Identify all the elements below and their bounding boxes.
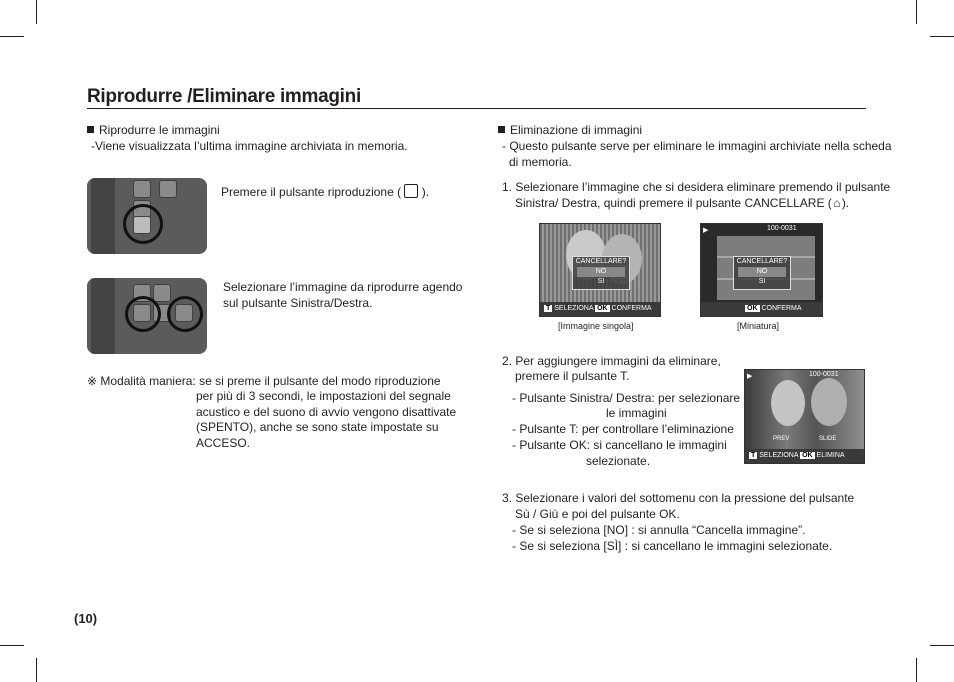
crop-mark <box>930 645 954 646</box>
del-step2-b3b: selezionate. <box>586 454 651 468</box>
dialog-question: CANCELLARE? <box>736 258 788 265</box>
dialog-question: CANCELLARE? <box>575 258 627 265</box>
crop-mark <box>0 645 24 646</box>
bar-ok: OK <box>802 452 813 459</box>
del-step3-line1: 3. Selezionare i valori del sottomenu con la pressione del pulsante <box>502 491 855 505</box>
bullet-square-icon <box>87 126 94 133</box>
screen-thumbnail <box>700 223 823 317</box>
right-heading-text: Eliminazione di immagini <box>510 123 643 137</box>
del-step2-line1: 2. Per aggiungere immagini da eliminare, <box>502 354 721 368</box>
del-step2-b1b: le immagini <box>606 406 667 420</box>
step2-line2: sul pulsante Sinistra/Destra. <box>223 296 373 310</box>
play-mode-icon: ▶ <box>703 227 709 234</box>
bullet-square-icon <box>498 126 505 133</box>
del-step1-line2 <box>515 195 849 211</box>
del-step2-b2: - Pulsante T: per controllare l’eliminazione <box>512 422 734 436</box>
bar-t: T <box>751 452 756 459</box>
screen-status-bar <box>540 302 660 316</box>
note-line: per più di 3 secondi, le impostazioni del segnale <box>196 389 451 403</box>
highlight-circle-left <box>125 296 161 332</box>
menu-ok-button-icon <box>159 180 177 198</box>
step1-text-a: Premere il pulsante riproduzione ( <box>221 185 402 199</box>
file-number: 100-0031 <box>767 225 797 232</box>
file-number: 100-0031 <box>809 371 839 378</box>
right-heading <box>498 122 642 138</box>
note-line: ACCESO. <box>196 436 251 450</box>
photo-background <box>745 370 864 449</box>
prev-label: PREV <box>773 436 790 442</box>
bar-ok: OK <box>597 305 608 312</box>
screen-single-image <box>539 223 661 317</box>
bar-select: SELEZIONA <box>554 305 594 312</box>
bar-delete: ELIMINA <box>816 452 845 459</box>
note-lead: ※ Modalità maniera: se si preme il pulsante del modo riproduzione <box>87 374 441 388</box>
display-button-icon <box>153 284 171 302</box>
bar-select: SELEZIONA <box>759 452 799 459</box>
del-step2-line2: premere il pulsante T. <box>515 369 630 383</box>
left-intro: -Viene visualizzata l’ultima immagine archiviata in memoria. <box>91 139 408 153</box>
camera-illustration-1 <box>87 178 207 254</box>
bar-confirm: CONFERMA <box>761 305 802 312</box>
page-number: (10) <box>74 611 98 626</box>
highlight-circle-right <box>167 296 203 332</box>
note-line: acustico e del suono di avvio vengono disattivate <box>196 405 457 419</box>
dialog-option-yes[interactable]: SI <box>597 278 605 285</box>
crop-mark <box>36 0 37 24</box>
screen-status-bar <box>701 302 822 316</box>
del-step3-b2: - Se si seleziona [SÌ] : si cancellano le immagini selezionate. <box>512 539 833 553</box>
bar-ok: OK <box>747 305 758 312</box>
del-step1-line1: 1. Selezionare l’immagine che si desidera eliminare premendo il pulsante <box>502 180 891 194</box>
delete-dialog <box>733 256 791 290</box>
del-step3-b1: - Se si seleziona [NO] : si annulla “Cancella immagine”. <box>512 523 806 537</box>
page-title: Riprodurre /Eliminare immagini <box>87 86 361 107</box>
highlight-circle <box>123 204 163 244</box>
left-heading-text: Riprodurre le immagini <box>99 123 220 137</box>
note-line: (SPENTO), anche se sono state impostate su <box>196 420 439 434</box>
screen-multi-delete <box>744 369 865 464</box>
del-step2-b1: - Pulsante Sinistra/ Destra: per selezionare <box>512 391 741 405</box>
face-shape <box>811 378 847 426</box>
flash-button-icon <box>133 180 151 198</box>
delete-dialog <box>572 256 630 290</box>
screen-status-bar <box>745 449 864 463</box>
crop-mark <box>930 36 954 37</box>
trash-icon: ⌂ <box>833 196 841 210</box>
step2-line1: Selezionare l’immagine da riprodurre agendo <box>223 280 463 294</box>
crop-mark <box>36 658 37 682</box>
crop-mark <box>916 0 917 24</box>
del-step2-b3: - Pulsante OK: si cancellano le immagini <box>512 438 727 452</box>
dialog-option-no[interactable]: NO <box>738 267 786 277</box>
dialog-option-yes[interactable]: SI <box>758 278 766 285</box>
camera-illustration-2 <box>87 278 207 354</box>
del-step3-line2: Sù / Giù e poi del pulsante OK. <box>515 507 680 521</box>
play-mode-icon: ▶ <box>747 373 753 380</box>
play-icon <box>404 184 418 198</box>
slide-label: SLIDE <box>819 436 837 442</box>
camera-edge <box>91 178 115 254</box>
step1-text-b: ). <box>421 185 430 199</box>
crop-mark <box>0 36 24 37</box>
step1-text <box>221 184 429 200</box>
del-step1-line2-a: Sinistra/ Destra, quindi premere il pulsante CANCELLARE ( <box>515 196 832 210</box>
face-shape <box>771 380 805 426</box>
bar-confirm: CONFERMA <box>611 305 652 312</box>
del-step1-line2-b: ). <box>841 196 850 210</box>
crop-mark <box>916 658 917 682</box>
camera-edge <box>91 278 115 354</box>
caption-thumbnail: [Miniatura] <box>737 321 780 331</box>
dialog-option-no[interactable]: NO <box>577 267 625 277</box>
right-intro-2: di memoria. <box>509 155 572 169</box>
caption-single: [Immagine singola] <box>558 321 634 331</box>
bar-t: T <box>546 305 551 312</box>
left-heading <box>87 122 220 138</box>
title-rule <box>87 108 866 109</box>
right-intro-1: - Questo pulsante serve per eliminare le immagini archiviate nella scheda <box>502 139 892 153</box>
